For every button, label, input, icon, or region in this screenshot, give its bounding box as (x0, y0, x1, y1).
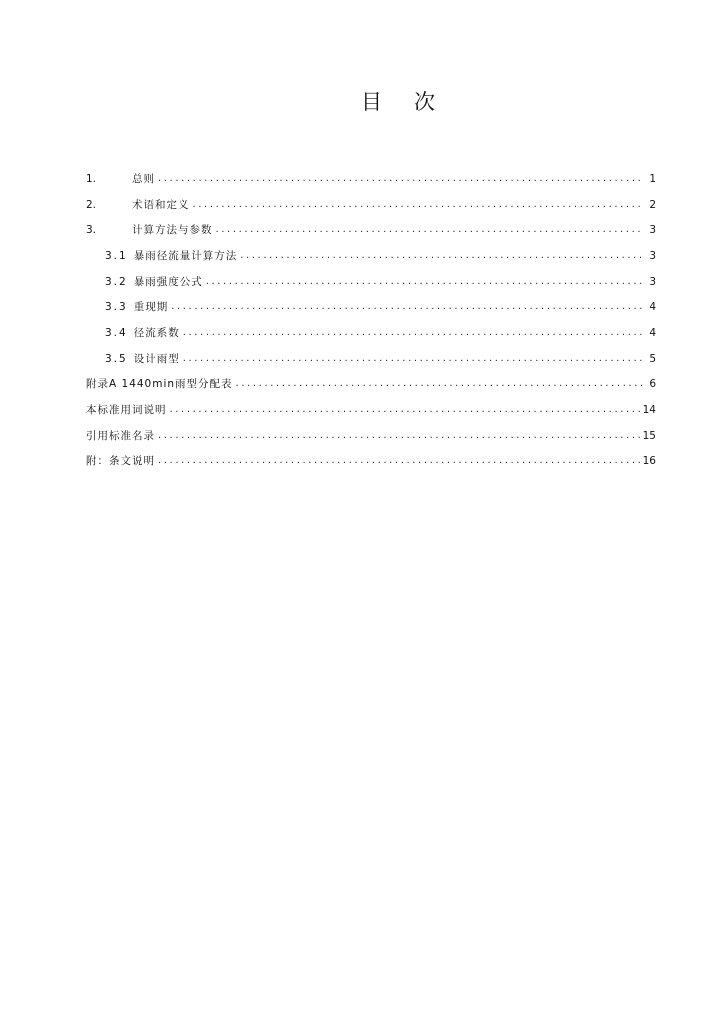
toc-entry-3-3[interactable] (86, 294, 656, 320)
toc-entry-page: 3 (649, 224, 656, 237)
toc-entry-label: 计算方法与参数 (132, 224, 213, 237)
toc-leader-dots (170, 404, 640, 416)
toc-entry-referenced-standards[interactable] (86, 423, 656, 449)
toc-entry-label: 设计雨型 (133, 352, 180, 365)
toc-entry-3-4[interactable] (86, 320, 656, 346)
toc-leader-dots (158, 430, 640, 442)
toc-entry-page: 3 (649, 275, 656, 288)
toc-entry-page: 15 (642, 429, 656, 442)
toc-leader-dots (193, 199, 644, 211)
toc-leader-dots (216, 224, 644, 236)
toc-entry-number: 3. (86, 224, 97, 237)
table-of-contents (86, 166, 656, 474)
toc-entry-page: 4 (649, 301, 656, 314)
toc-leader-dots (206, 276, 643, 288)
toc-entry-label: 附录A 1440min雨型分配表 (86, 378, 233, 391)
toc-entry-page: 1 (649, 172, 656, 185)
toc-entry-wording-notes[interactable] (86, 397, 656, 423)
toc-entry-number: 3.5 (105, 352, 128, 365)
toc-entry-1[interactable] (86, 166, 656, 192)
title-char-1: 目 (361, 90, 384, 114)
toc-entry-number: 3.4 (105, 326, 128, 339)
toc-entry-label: 附：条文说明 (86, 455, 155, 468)
toc-entry-label: 引用标准名录 (86, 429, 155, 442)
toc-leader-dots (236, 378, 643, 390)
toc-entry-label: 径流系数 (133, 326, 180, 339)
toc-entry-label: 本标准用词说明 (86, 404, 167, 417)
toc-entry-page: 14 (642, 404, 656, 417)
toc-entry-2[interactable] (86, 192, 656, 218)
toc-entry-3-2[interactable] (86, 269, 656, 295)
toc-leader-dots (158, 455, 640, 467)
toc-entry-page: 4 (649, 326, 656, 339)
toc-entry-page: 5 (649, 352, 656, 365)
toc-entry-page: 6 (649, 378, 656, 391)
toc-entry-label: 术语和定义 (132, 198, 190, 211)
toc-leader-dots (171, 301, 643, 313)
toc-leader-dots (240, 250, 643, 262)
toc-entry-number: 3.3 (105, 301, 128, 314)
toc-entry-page: 16 (642, 455, 656, 468)
toc-entry-page: 3 (649, 249, 656, 262)
toc-entry-number: 3.2 (105, 275, 128, 288)
toc-entry-label: 暴雨径流量计算方法 (133, 249, 238, 262)
toc-entry-3-1[interactable] (86, 243, 656, 269)
toc-entry-appendix-a[interactable] (86, 372, 656, 398)
toc-entry-number: 1. (86, 172, 97, 185)
toc-leader-dots (158, 173, 643, 185)
toc-leader-dots (183, 327, 643, 339)
toc-entry-clause-explanation[interactable] (86, 449, 656, 475)
toc-entry-page: 2 (649, 198, 656, 211)
toc-entry-label: 重现期 (133, 301, 169, 314)
page-title (0, 86, 724, 116)
toc-entry-label: 总则 (132, 172, 155, 185)
toc-entry-3[interactable] (86, 217, 656, 243)
toc-entry-number: 3.1 (105, 249, 128, 262)
toc-entry-label: 暴雨强度公式 (133, 275, 203, 288)
toc-entry-3-5[interactable] (86, 346, 656, 372)
toc-leader-dots (183, 353, 643, 365)
toc-entry-number: 2. (86, 198, 97, 211)
title-char-2: 次 (414, 90, 437, 114)
